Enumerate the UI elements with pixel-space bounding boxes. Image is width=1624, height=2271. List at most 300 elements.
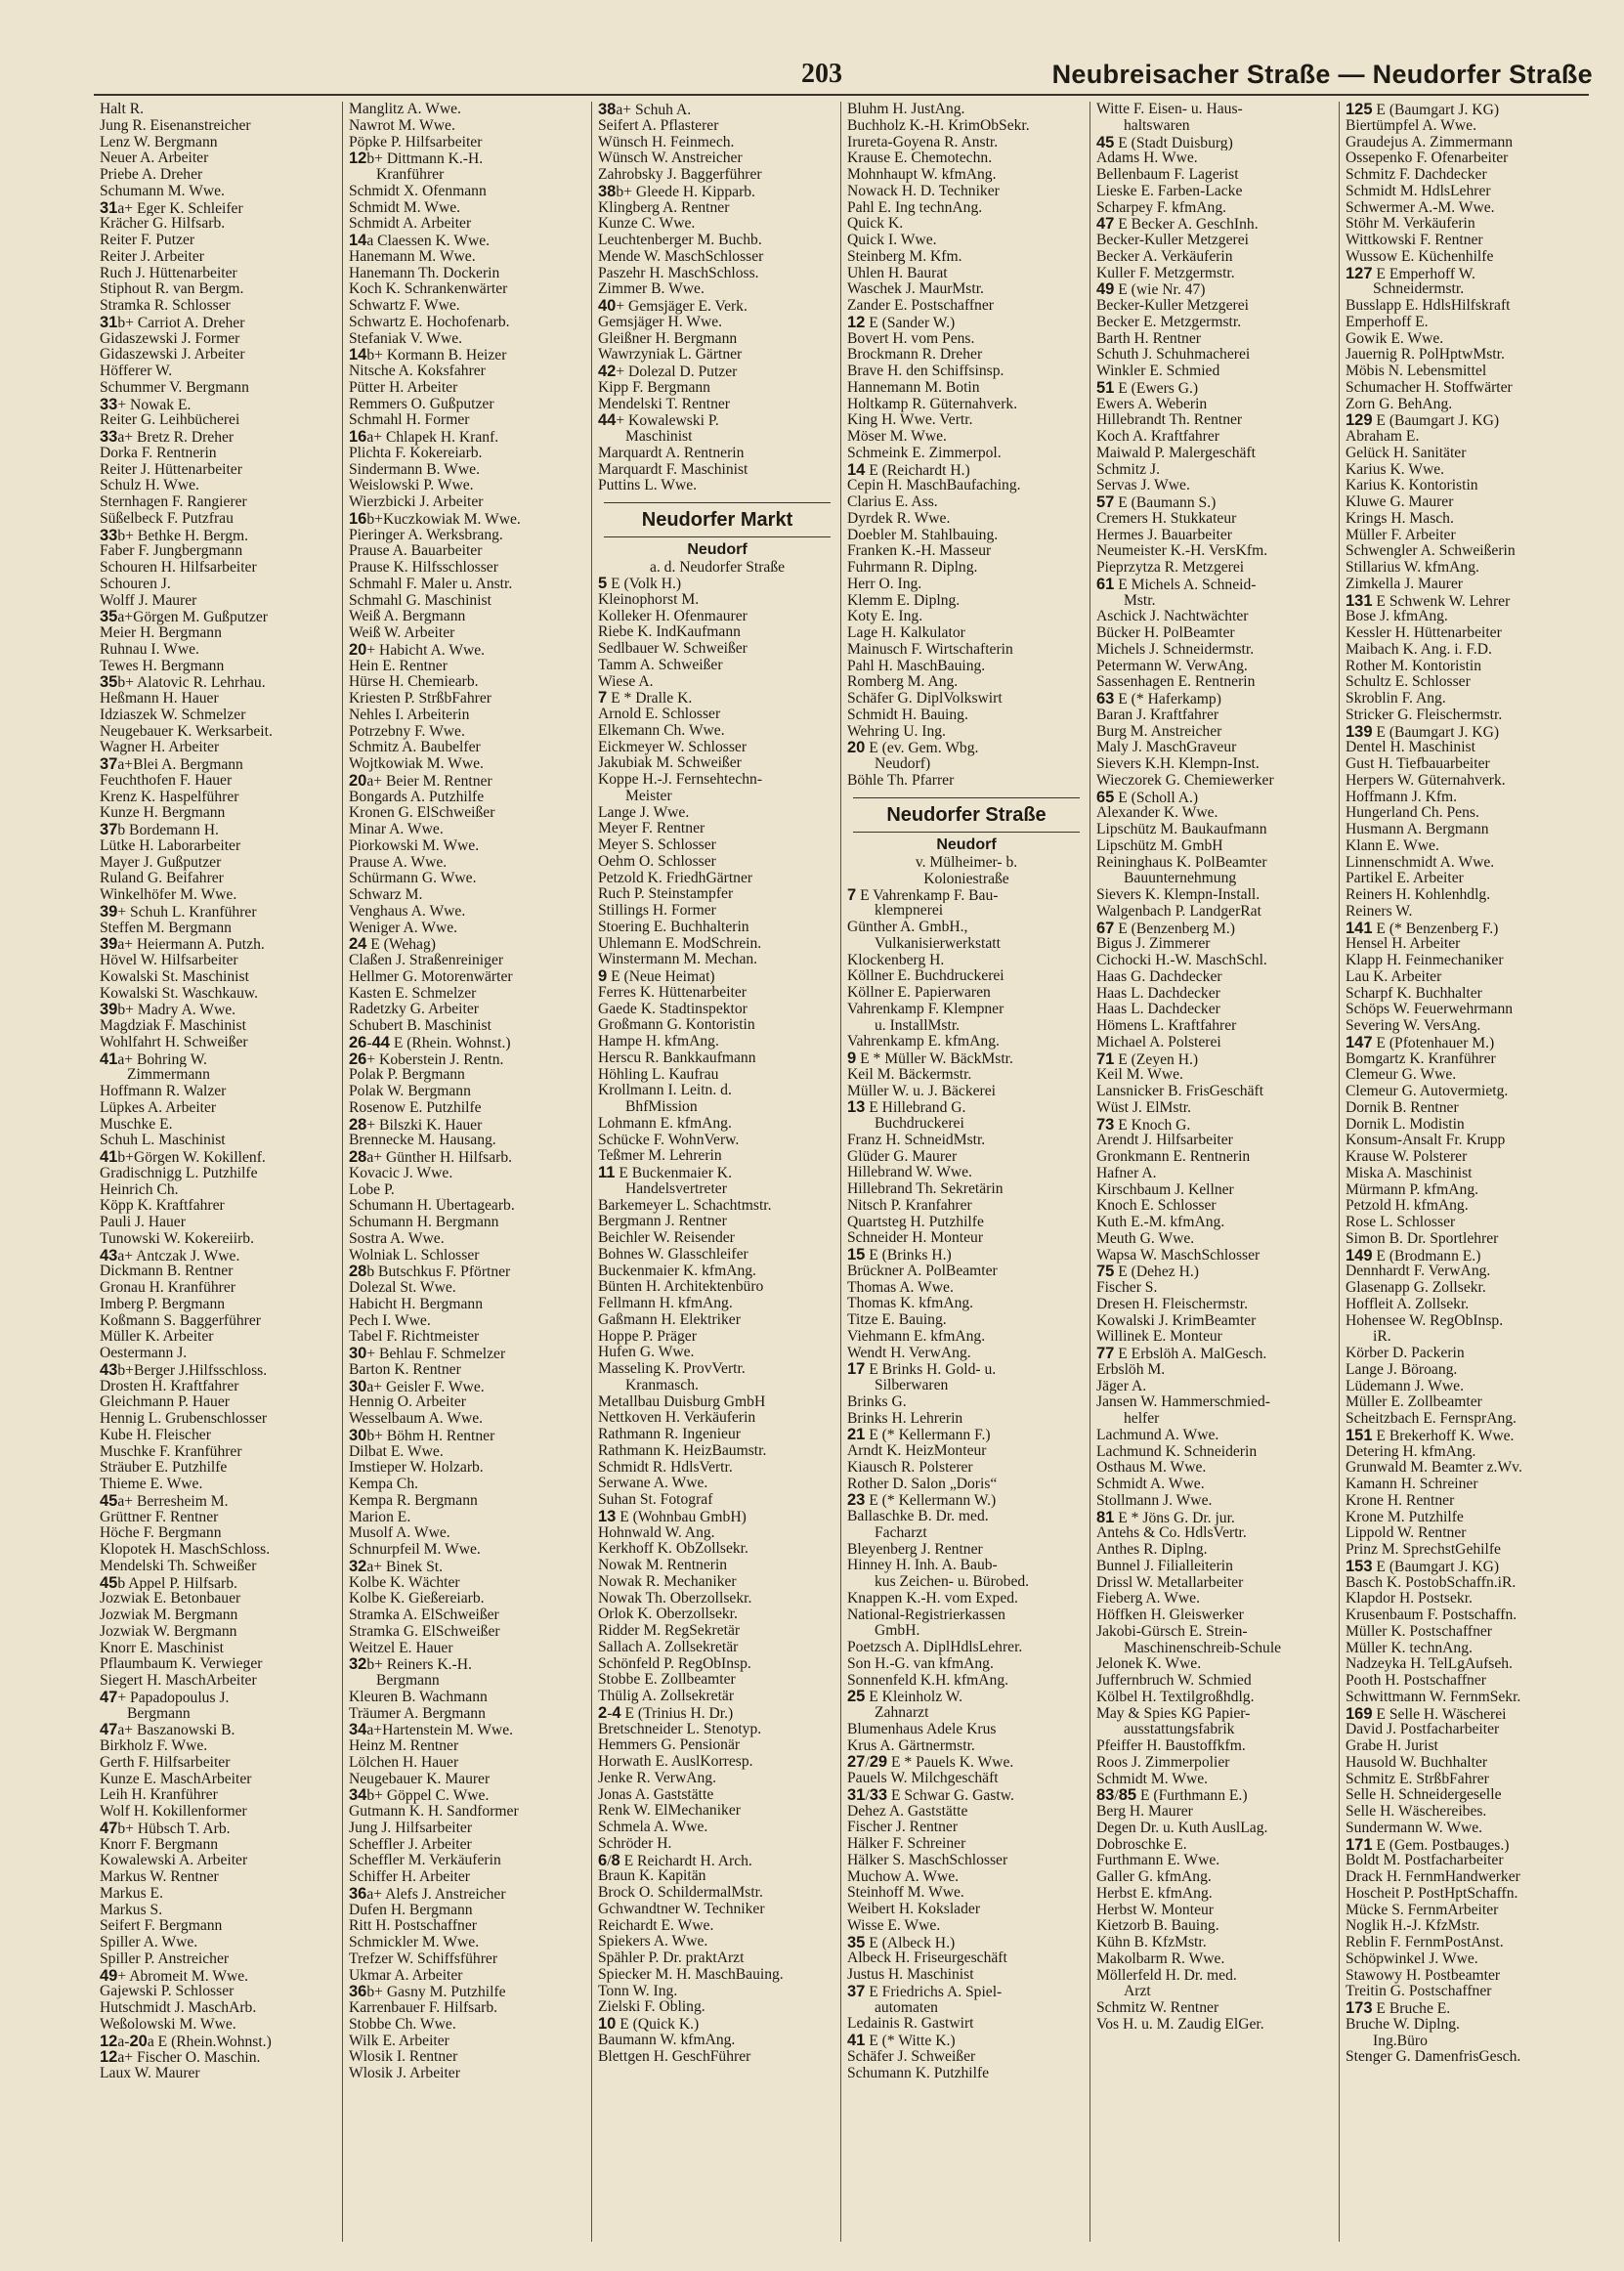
directory-entry: Dufen H. Bergmann	[349, 1902, 473, 1918]
directory-entry: Mayer J. Gußputzer	[100, 854, 222, 871]
directory-entry: Pieprzytza R. Metzgerei	[1096, 560, 1245, 576]
directory-entry: Stramka R. Schlosser	[100, 298, 231, 314]
directory-entry: Abraham E.	[1346, 429, 1420, 445]
directory-entry: Ruch J. Hüttenarbeiter	[100, 265, 237, 281]
directory-entry: Krächer G. Hilfsarb.	[100, 216, 226, 233]
directory-entry: Schumacher H. Stoffwärter	[1346, 379, 1513, 396]
directory-entry: Lau K. Arbeiter	[1346, 968, 1442, 985]
directory-entry: Scheffler J. Arbeiter	[349, 1836, 472, 1853]
directory-entry: Gust H. Tiefbauarbeiter	[1346, 756, 1490, 772]
directory-entry: Kowalski J. KrimBeamter	[1096, 1312, 1257, 1329]
directory-entry: Wolff J. Maurer	[100, 592, 197, 609]
directory-entry: Imstieper W. Holzarb.	[349, 1460, 484, 1477]
directory-entry: Braun K. Kapitän	[598, 1868, 706, 1885]
directory-entry: Reblin F. FernmPostAnst.	[1346, 1935, 1504, 1950]
directory-entry: Elkemann Ch. Wwe.	[598, 722, 725, 739]
directory-entry: 171 E (Gem. Postbauges.)	[1346, 1836, 1510, 1854]
directory-entry: Kuth E.-M. kfmAng.	[1096, 1215, 1225, 1230]
directory-entry: Ferres K. Hüttenarbeiter	[598, 984, 747, 1001]
directory-entry: Schröder H.	[598, 1835, 672, 1852]
directory-entry: Feuchthofen F. Hauer	[100, 772, 233, 789]
directory-entry: Stillarius W. kfmAng.	[1346, 560, 1479, 576]
directory-entry: Haas L. Dachdecker	[1096, 985, 1220, 1002]
directory-entry: Bruche W. Diplng.	[1346, 2016, 1460, 2033]
directory-entry: Müller K. technAng.	[1346, 1640, 1473, 1656]
directory-entry: Birkholz F. Wwe.	[100, 1738, 208, 1754]
directory-entry: Kowalski St. Maschinist	[100, 968, 249, 985]
directory-entry: Schwittmann W. FernmSekr.	[1346, 1689, 1521, 1705]
directory-entry: Gchwandtner W. Techniker	[598, 1901, 765, 1917]
directory-entry: Süßelbeck F. Putzfrau	[100, 510, 234, 527]
directory-entry: 49 E (wie Nr. 47)	[1096, 281, 1206, 298]
directory-entry: David J. Postfacharbeiter	[1346, 1722, 1500, 1738]
directory-entry: Stöhr M. Verkäuferin	[1346, 216, 1475, 233]
directory-entry: Herr O. Ing.	[847, 576, 922, 592]
directory-entry: Keil M. Bäckermstr.	[847, 1066, 972, 1083]
directory-entry: 34b+ Göppel C. Wwe.	[349, 1787, 490, 1804]
directory-entry: Stobbe E. Zollbeamter	[598, 1672, 736, 1689]
directory-entry: Brock O. SchildermalMstr.	[598, 1885, 763, 1901]
directory-entry: Dentel H. Maschinist	[1346, 740, 1475, 756]
directory-entry: Michael A. Polsterei	[1096, 1034, 1221, 1050]
directory-entry: Krollmann I. Leitn. d.	[598, 1083, 732, 1099]
directory-entry: 47+ Papadopoulus J.	[100, 1689, 230, 1706]
directory-entry: 44+ Kowalewski P.	[598, 412, 719, 429]
directory-entry: Cichocki H.-W. MaschSchl.	[1096, 953, 1267, 968]
directory-entry: Schmidt R. HdlsVertr.	[598, 1459, 733, 1476]
street-heading: Neudorfer Markt	[604, 502, 831, 537]
directory-entry: Erbslöh M.	[1096, 1361, 1166, 1378]
directory-entry: Laux W. Maurer	[100, 2066, 200, 2081]
directory-entry: 14 E (Reichardt H.)	[847, 461, 970, 479]
directory-entry: Willinek E. Monteur	[1096, 1329, 1222, 1346]
directory-entry: Galler G. kfmAng.	[1096, 1869, 1212, 1885]
directory-entry: Hermes J. Bauarbeiter	[1096, 527, 1232, 543]
directory-entry: Poetzsch A. DiplHdlsLehrer.	[847, 1640, 1023, 1655]
directory-entry: 12b+ Dittmann K.-H.	[349, 150, 484, 167]
directory-entry: Kowalewski A. Arbeiter	[100, 1853, 248, 1869]
directory-entry: Markus E.	[100, 1885, 163, 1902]
directory-entry: Reiners W.	[1346, 903, 1413, 920]
directory-entry: Knorr E. Maschinist	[100, 1640, 224, 1656]
directory-entry: 37a+Blei A. Bergmann	[100, 756, 243, 773]
directory-entry: Pahl E. Ing technAng.	[847, 199, 983, 216]
directory-entry: Sostra A. Wwe.	[349, 1230, 445, 1247]
directory-entry: Reiter J. Arbeiter	[100, 248, 204, 265]
page-number: 203	[801, 59, 842, 89]
directory-entry: Gronkmann E. Rentnerin	[1096, 1149, 1251, 1165]
directory-entry: 38a+ Schuh A.	[598, 102, 692, 118]
directory-columns	[94, 102, 1589, 2242]
directory-entry: Stillings H. Former	[598, 903, 716, 919]
street-range: v. Mülheimer- b.	[915, 853, 1018, 871]
directory-entry: Günther A. GmbH.,	[847, 920, 968, 935]
directory-entry: Winkler E. Schmied	[1096, 364, 1220, 379]
directory-entry: Weiß W. Arbeiter	[349, 625, 455, 641]
directory-entry: Heßmann H. Hauer	[100, 691, 219, 707]
directory-entry: 13 E Hillebrand G.	[847, 1099, 966, 1116]
directory-entry: Böhle Th. Pfarrer	[847, 772, 955, 789]
directory-entry: Gronau H. Kranführer	[100, 1280, 235, 1296]
directory-entry: 141 E (* Benzenberg F.)	[1346, 920, 1499, 937]
directory-entry: Kolleker H. Ofenmaurer	[598, 608, 748, 624]
directory-entry: 20+ Habicht A. Wwe.	[349, 641, 486, 659]
directory-entry: Minar A. Wwe.	[349, 822, 444, 837]
directory-entry: Hövel W. Hilfsarbeiter	[100, 953, 238, 968]
directory-entry: Hellmer G. Motorenwärter	[349, 968, 513, 985]
directory-entry: Wieczorek G. Chemiewerker	[1096, 772, 1274, 789]
directory-entry: Puttins L. Wwe.	[598, 478, 698, 494]
directory-entry: Dobroschke E.	[1096, 1836, 1187, 1853]
directory-entry: Möllerfeld H. Dr. med.	[1096, 1967, 1237, 1984]
directory-entry: Sonnenfeld K.H. kfmAng.	[847, 1672, 1009, 1689]
entry-continuation: iR.	[1373, 1329, 1391, 1346]
directory-entry: Seifert F. Bergmann	[100, 1918, 223, 1935]
directory-entry: Gelück H. Sanitäter	[1346, 445, 1467, 461]
directory-entry: Sievers K.H. Klempn-Inst.	[1096, 756, 1260, 772]
directory-entry: Husmann A. Bergmann	[1346, 822, 1489, 837]
directory-entry: 43a+ Antczak J. Wwe.	[100, 1247, 240, 1264]
directory-entry: Pech I. Wwe.	[349, 1312, 431, 1329]
directory-entry: Hanemann Th. Dockerin	[349, 265, 500, 281]
directory-entry: Linnenschmidt A. Wwe.	[1346, 854, 1495, 871]
entry-continuation: Ing.Büro	[1373, 2033, 1428, 2049]
directory-entry: Heinz M. Rentner	[349, 1738, 459, 1754]
directory-entry: Kühn B. KfzMstr.	[1096, 1935, 1207, 1950]
directory-entry: Tonn W. Ing.	[598, 1983, 678, 1999]
directory-entry: Dresen H. Fleischermstr.	[1096, 1296, 1249, 1312]
directory-entry: Zorn G. BehAng.	[1346, 396, 1453, 412]
directory-entry: Kempa R. Bergmann	[349, 1492, 478, 1509]
directory-entry: Pauels W. Milchgeschäft	[847, 1771, 999, 1786]
directory-entry: 10 E (Quick K.)	[598, 2016, 700, 2033]
directory-entry: Nadzeyka H. TelLgAufseh.	[1346, 1656, 1513, 1673]
directory-entry: Jakubiak M. Schweißer	[598, 755, 742, 772]
directory-entry: Gerth F. Hilfsarbeiter	[100, 1754, 231, 1771]
directory-entry: Walgenbach P. LandgerRat	[1096, 903, 1261, 920]
directory-entry: Hafner A.	[1096, 1165, 1157, 1181]
directory-entry: Hinney H. Inh. A. Baub-	[847, 1558, 998, 1574]
directory-entry: Maiwald P. Malergeschäft	[1096, 445, 1256, 461]
directory-entry: Muchow A. Wwe.	[847, 1868, 960, 1885]
directory-entry: Müller K. Postschaffner	[1346, 1623, 1492, 1640]
directory-entry: Selle H. Wäschereibes.	[1346, 1804, 1487, 1820]
directory-entry: Schmeink E. Zimmerpol.	[847, 445, 1002, 461]
directory-entry: Schultz E. Schlosser	[1346, 674, 1471, 691]
directory-entry: 43b+Berger J.Hilfsschloss.	[100, 1361, 268, 1379]
directory-entry: Jansen W. Hammerschmied-	[1096, 1394, 1270, 1411]
directory-entry: 42+ Dolezal D. Putzer	[598, 364, 738, 380]
entry-continuation: Maschinist	[625, 429, 693, 445]
directory-entry: Schiffer H. Arbeiter	[349, 1869, 470, 1885]
directory-entry: 39a+ Heiermann A. Putzh.	[100, 936, 265, 953]
directory-entry: Zander E. Postschaffner	[847, 298, 994, 314]
directory-entry: 63 E (* Haferkamp)	[1096, 691, 1221, 707]
directory-entry: Kluwe G. Maurer	[1346, 494, 1454, 510]
directory-entry: Metallbau Duisburg GmbH	[598, 1393, 766, 1410]
directory-entry: Nowak R. Mechaniker	[598, 1573, 737, 1590]
directory-entry: Arnold E. Schlosser	[598, 707, 721, 722]
directory-entry: Stobbe Ch. Wwe.	[349, 2016, 456, 2033]
directory-entry: Antehs & Co. HdlsVertr.	[1096, 1525, 1247, 1542]
entry-continuation: kus Zeichen- u. Bürobed.	[875, 1574, 1030, 1590]
directory-entry: Pieringer A. Werksbrang.	[349, 527, 503, 543]
directory-entry: Franken K.-H. Masseur	[847, 543, 992, 560]
directory-entry: Markus S.	[100, 1902, 163, 1918]
directory-entry: Lage H. Kalkulator	[847, 625, 965, 641]
directory-entry: Romberg M. Ang.	[847, 674, 959, 691]
directory-entry: 23 E (* Kellermann W.)	[847, 1492, 997, 1509]
directory-entry: Reiners H. Kohlenhdlg.	[1346, 887, 1491, 903]
directory-entry: Gemsjäger H. Wwe.	[598, 314, 723, 330]
directory-entry: Brinks H. Lehrerin	[847, 1410, 963, 1427]
directory-entry: Schücke F. WohnVerw.	[598, 1132, 740, 1148]
directory-entry: Nowak M. Rentnerin	[598, 1558, 728, 1573]
directory-entry: Schumann H. Bergmann	[349, 1215, 499, 1230]
directory-entry: 32b+ Reiners K.-H.	[349, 1656, 472, 1673]
directory-entry: 31/33 E Schwar G. Gastw.	[847, 1786, 1014, 1804]
directory-entry: Dornik L. Modistin	[1346, 1116, 1465, 1133]
directory-entry: Pöpke P. Hilfsarbeiter	[349, 134, 483, 150]
directory-entry: Sindermann B. Wwe.	[349, 461, 480, 478]
directory-entry: Brückner A. PolBeamter	[847, 1263, 998, 1279]
directory-entry: 131 E Schwenk W. Lehrer	[1346, 592, 1511, 610]
directory-entry: 28+ Bilszki K. Hauer	[349, 1116, 483, 1134]
directory-entry: Knorr F. Bergmann	[100, 1836, 219, 1853]
directory-entry: Kuller F. Metzgermstr.	[1096, 265, 1235, 281]
directory-entry: Neuer A. Arbeiter	[100, 150, 209, 167]
directory-entry: Schmitz E. StrßbFahrer	[1346, 1771, 1489, 1787]
directory-entry: Hannemann M. Botin	[847, 379, 980, 396]
directory-entry: Stefaniak V. Wwe.	[349, 330, 463, 347]
directory-entry: 125 E (Baumgart J. KG)	[1346, 102, 1500, 118]
directory-entry: Brennecke M. Hausang.	[349, 1133, 496, 1149]
directory-entry: Nitsch P. Kranfahrer	[847, 1197, 972, 1214]
directory-entry: 26-44 E (Rhein. Wohnst.)	[349, 1034, 511, 1051]
directory-entry: May & Spies KG Papier-	[1096, 1705, 1251, 1722]
directory-entry: Drack H. FernmHandwerker	[1346, 1869, 1520, 1885]
directory-entry: Bergmann J. Rentner	[598, 1214, 727, 1230]
directory-entry: 33a+ Bretz R. Dreher	[100, 429, 235, 446]
directory-entry: 33b+ Bethke H. Bergm.	[100, 527, 249, 544]
directory-entry: Müller W. u. J. Bäckerei	[847, 1083, 997, 1099]
directory-entry: Neugebauer K. Werksarbeit.	[100, 723, 273, 740]
directory-entry: Müller K. Arbeiter	[100, 1329, 214, 1346]
directory-entry: Baumann W. kfmAng.	[598, 2032, 736, 2048]
directory-entry: Kirschbaum J. Kellner	[1096, 1181, 1234, 1198]
directory-entry: Thieme E. Wwe.	[100, 1477, 203, 1492]
directory-entry: 153 E (Baumgart J. KG)	[1346, 1558, 1500, 1575]
directory-entry: 81 E * Jöns G. Dr. jur.	[1096, 1509, 1235, 1526]
directory-entry: Kleinophorst M.	[598, 591, 700, 608]
directory-entry: Keil M. Wwe.	[1096, 1067, 1183, 1084]
directory-entry: Hömens L. Kraftfahrer	[1096, 1018, 1237, 1034]
entry-continuation: Maschinenschreib-Schule	[1124, 1640, 1282, 1656]
directory-entry: Servas J. Wwe.	[1096, 478, 1190, 494]
directory-entry: Leih H. Kranführer	[100, 1787, 218, 1804]
directory-entry: Blettgen H. GeschFührer	[598, 2048, 751, 2065]
directory-entry: Schwartz F. Wwe.	[349, 298, 460, 314]
directory-entry: Ewers A. Weberin	[1096, 396, 1208, 412]
directory-entry: Schnurpfeil M. Wwe.	[349, 1542, 481, 1558]
directory-entry: 35b+ Alatovic R. Lehrhau.	[100, 674, 266, 691]
directory-entry: Brave H. den Schiffsinsp.	[847, 364, 1004, 379]
directory-entry: Dennhardt F. VerwAng.	[1346, 1264, 1491, 1280]
directory-entry: 30+ Behlau F. Schmelzer	[349, 1346, 506, 1362]
directory-entry: 83/85 E (Furthmann E.)	[1096, 1787, 1248, 1804]
directory-entry: Höffken H. Gleiswerker	[1096, 1607, 1244, 1623]
directory-entry: Sundermann W. Wwe.	[1346, 1820, 1483, 1836]
directory-entry: Steinhoff M. Wwe.	[847, 1885, 964, 1902]
directory-entry: Kriesten P. StrßbFahrer	[349, 691, 491, 707]
column-4	[841, 102, 1090, 2242]
column-3	[592, 102, 841, 2242]
directory-entry: Markus W. Rentner	[100, 1869, 219, 1885]
directory-entry: Marion E.	[349, 1509, 411, 1525]
directory-entry: Serwane A. Wwe.	[598, 1476, 708, 1492]
directory-entry: Bomgartz K. Kranführer	[1346, 1050, 1496, 1067]
directory-entry: Wawrzyniak L. Gärtner	[598, 347, 743, 364]
directory-entry: Herbst W. Monteur	[1096, 1902, 1214, 1918]
directory-entry: Schummer V. Bergmann	[100, 379, 249, 396]
directory-entry: Jung R. Eisenanstreicher	[100, 117, 251, 134]
directory-entry: Bovert H. vom Pens.	[847, 330, 975, 347]
directory-entry: Wlosik I. Rentner	[349, 2049, 458, 2066]
directory-entry: Schmahl G. Maschinist	[349, 592, 491, 609]
directory-entry: 11 E Buckenmaier K.	[598, 1165, 732, 1181]
directory-entry: Uhlen H. Baurat	[847, 265, 948, 281]
directory-entry: Spiekers A. Wwe.	[598, 1934, 708, 1950]
directory-entry: Dornik B. Rentner	[1346, 1099, 1459, 1116]
directory-entry: Habicht H. Bergmann	[349, 1296, 483, 1312]
directory-entry: Kunze H. Bergmann	[100, 805, 226, 822]
directory-entry: Klingberg A. Rentner	[598, 199, 730, 216]
directory-entry: Holtkamp R. Güternahverk.	[847, 396, 1018, 412]
directory-entry: Wiese A.	[598, 673, 654, 690]
directory-entry: Venghaus A. Wwe.	[349, 903, 466, 920]
directory-entry: Konsum-Ansalt Fr. Krupp	[1346, 1133, 1506, 1149]
directory-entry: Waschek J. MaurMstr.	[847, 281, 984, 298]
directory-entry: Wisse E. Wwe.	[847, 1917, 941, 1934]
directory-entry: Prause A. Bauarbeiter	[349, 543, 483, 560]
directory-entry: Klapdor H. Postsekr.	[1346, 1591, 1473, 1607]
directory-entry: Emperhoff E.	[1346, 314, 1429, 330]
directory-entry: Lange J. Wwe.	[598, 804, 690, 821]
directory-entry: Vahrenkamp F. Klempner	[847, 1001, 1004, 1017]
directory-entry: Hungerland Ch. Pens.	[1346, 805, 1479, 822]
directory-entry: Neumeister K.-H. VersKfm.	[1096, 543, 1268, 560]
directory-entry: Kolbe K. Gießereiarb.	[349, 1591, 485, 1607]
directory-entry: Sievers K. Klempn-Install.	[1096, 887, 1261, 903]
directory-entry: Gidaszewski J. Arbeiter	[100, 347, 245, 364]
directory-entry: Ossepenko F. Ofenarbeiter	[1346, 150, 1509, 167]
directory-entry: Witte F. Eisen- u. Haus-	[1096, 102, 1243, 117]
directory-entry: Schwermer A.-M. Wwe.	[1346, 199, 1495, 216]
directory-entry: Noglik H.-J. KfzMstr.	[1346, 1918, 1480, 1935]
directory-entry: 15 E (Brinks H.)	[847, 1247, 952, 1264]
directory-entry: 12 E (Sander W.)	[847, 314, 956, 331]
directory-entry: Albeck H. Friseurgeschäft	[847, 1950, 1007, 1967]
directory-entry: Drosten H. Kraftfahrer	[100, 1378, 239, 1394]
directory-entry: Höfferer W.	[100, 364, 173, 379]
directory-entry: Schäfer J. Schweißer	[847, 2048, 976, 2065]
directory-entry: 33+ Nowak E.	[100, 396, 192, 413]
directory-entry: 28b Butschkus F. Pförtner	[349, 1264, 511, 1280]
directory-entry: 14a Claessen K. Wwe.	[349, 233, 491, 249]
directory-entry: Doebler M. Stahlbauing.	[847, 527, 999, 543]
directory-entry: Bünten H. Architektenbüro	[598, 1279, 764, 1296]
directory-entry: Haas G. Dachdecker	[1096, 968, 1222, 985]
entry-continuation: GmbH.	[875, 1623, 920, 1640]
directory-entry: Mendelski Th. Schweißer	[100, 1558, 257, 1574]
directory-entry: Lüdemann J. Wwe.	[1346, 1378, 1464, 1394]
directory-entry: Leuchtenberger M. Buchb.	[598, 233, 762, 248]
directory-entry: Dolezal St. Wwe.	[349, 1280, 456, 1296]
directory-entry: Kessler H. Hüttenarbeiter	[1346, 625, 1502, 641]
directory-entry: Gradischnigg L. Putzhilfe	[100, 1165, 258, 1181]
directory-entry: Weibert H. Kokslader	[847, 1902, 981, 1917]
directory-entry: Ledainis R. Gastwirt	[847, 2016, 974, 2033]
directory-entry: Dehez A. Gaststätte	[847, 1803, 968, 1820]
directory-entry: Ruch P. Steinstampfer	[598, 886, 734, 903]
directory-entry: Schwartz E. Hochofenarb.	[349, 314, 510, 330]
directory-entry: Wehring U. Ing.	[847, 723, 946, 740]
directory-entry: 21 E (* Kellermann F.)	[847, 1427, 991, 1443]
directory-entry: Wussow E. Küchenhilfe	[1346, 248, 1494, 265]
directory-entry: Trefzer W. Schiffsführer	[349, 1950, 498, 1967]
directory-entry: Wierzbicki J. Arbeiter	[349, 494, 484, 510]
directory-entry: 41 E (* Witte K.)	[847, 2033, 956, 2049]
directory-entry: 57 E (Baumann S.)	[1096, 494, 1217, 511]
directory-entry: Stiphout R. van Bergm.	[100, 281, 244, 298]
directory-entry: 20 E (ev. Gem. Wbg.	[847, 740, 979, 756]
directory-entry: 45 E (Stadt Duisburg)	[1096, 134, 1233, 151]
directory-entry: Maibach K. Ang. i. F.D.	[1346, 641, 1492, 658]
directory-entry: Wohlfahrt H. Schweißer	[100, 1034, 248, 1050]
directory-entry: Priebe A. Dreher	[100, 167, 203, 183]
directory-entry: Schmitz J.	[1096, 461, 1160, 478]
directory-entry: Hoscheit P. PostHptSchaffn.	[1346, 1885, 1518, 1902]
directory-entry: 39+ Schuh L. Kranführer	[100, 903, 257, 921]
directory-entry: Lütke H. Laborarbeiter	[100, 837, 241, 854]
directory-entry: Karius K. Wwe.	[1346, 461, 1445, 478]
directory-entry: Wilk E. Arbeiter	[349, 2033, 449, 2049]
directory-entry: Clemeur G. Autovermietg.	[1346, 1084, 1509, 1099]
directory-entry: Plichta F. Kokereiarb.	[349, 445, 483, 461]
directory-entry: Schuh L. Maschinist	[100, 1133, 226, 1149]
directory-entry: Schmidt A. Arbeiter	[349, 216, 472, 233]
directory-entry: Beichler W. Reisender	[598, 1230, 735, 1246]
directory-entry: Stawowy H. Postbeamter	[1346, 1967, 1501, 1984]
directory-entry: Hohnwald W. Ang.	[598, 1524, 715, 1541]
directory-entry: Hürse H. Chemiearb.	[349, 674, 479, 691]
directory-entry: Grabe H. Jurist	[1346, 1738, 1438, 1754]
directory-entry: Kempa Ch.	[349, 1477, 419, 1492]
directory-entry: Pahl H. MaschBauing.	[847, 658, 986, 674]
directory-entry: 73 E Knoch G.	[1096, 1116, 1191, 1134]
directory-entry: 30a+ Geisler F. Wwe.	[349, 1378, 485, 1395]
directory-entry: Quick K.	[847, 216, 904, 233]
directory-entry: 41a+ Bohring W.	[100, 1050, 207, 1068]
directory-entry: Treitin G. Postschaffner	[1346, 1984, 1492, 2000]
directory-entry: Sassenhagen E. Rentnerin	[1096, 674, 1256, 691]
directory-entry: 139 E (Baumgart J. KG)	[1346, 723, 1500, 741]
directory-entry: Schmidt X. Ofenmann	[349, 183, 487, 199]
directory-entry: Reininghaus K. PolBeamter	[1096, 854, 1267, 871]
directory-entry: Zimkella J. Maurer	[1346, 576, 1463, 592]
directory-entry: Sallach A. Zollsekretär	[598, 1639, 739, 1655]
directory-entry: Hillebrandt Th. Rentner	[1096, 412, 1243, 429]
